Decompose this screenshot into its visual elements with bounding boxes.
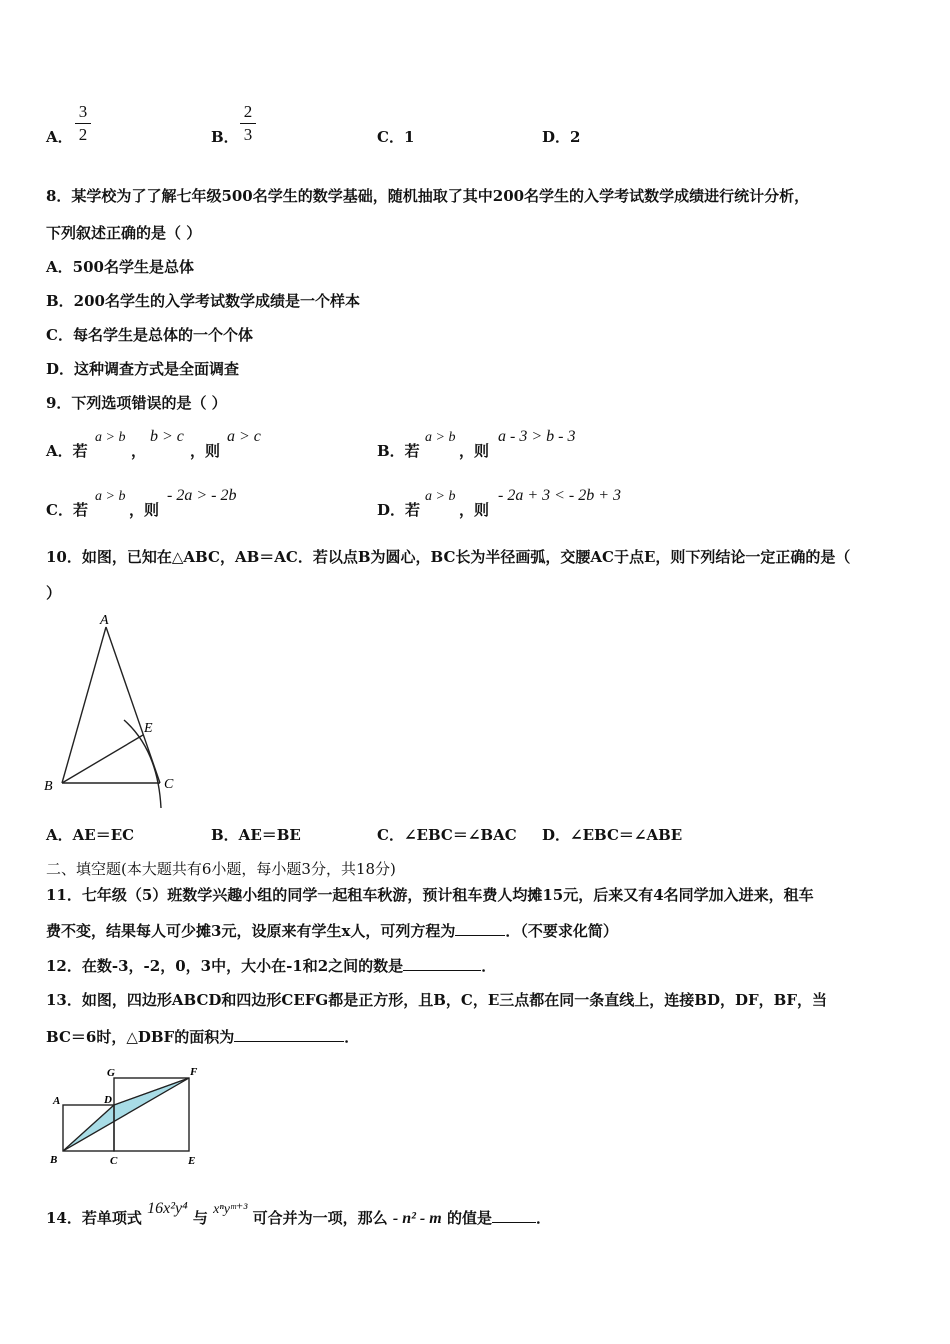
q10-stem-line1: 10．如图，已知在△ABC，AB＝AC．若以点B为圆心，BC长为半径画弧，交腰AC于点E，则下列结论一定正确的是（ <box>46 548 851 566</box>
label-c: C <box>110 1155 118 1167</box>
q14-answer-blank[interactable] <box>492 1208 536 1223</box>
q10-triangle-figure <box>40 610 190 810</box>
q9-option-a-sep: ， <box>131 442 147 460</box>
segment-ab <box>62 627 106 783</box>
q7-option-b-fraction <box>240 101 256 146</box>
section-2-heading: 二、填空题(本大题共有6小题，每小题3分，共18分) <box>46 860 396 878</box>
q13-squares-figure <box>46 1063 206 1173</box>
q12-answer-blank[interactable] <box>403 956 481 971</box>
q9-option-d-cond: a > b <box>425 489 456 504</box>
segment-df <box>114 1078 189 1105</box>
q10-option-b: B．AE＝BE <box>211 826 301 844</box>
q9-option-a-cond1: a > b <box>95 430 126 445</box>
q14-prefix: 14．若单项式 <box>46 1209 142 1227</box>
label-g: G <box>107 1067 115 1079</box>
q8-stem-line2: 下列叙述正确的是（ ） <box>46 224 202 242</box>
q7-option-b-label: B． <box>211 128 239 146</box>
q14-expression: - n² - m <box>392 1210 442 1227</box>
q9-option-c-result: - 2a > - 2b <box>167 487 237 504</box>
q9-option-b-result: a - 3 > b - 3 <box>498 428 576 445</box>
q11-text-b: ．（不要求化简） <box>505 922 618 940</box>
q9-option-c-cond: a > b <box>95 489 126 504</box>
label-b: B <box>50 1154 58 1166</box>
q9-option-d-then: ，则 <box>459 501 490 519</box>
label-d: D <box>104 1094 112 1106</box>
q11-stem-line1: 11．七年级（5）班数学兴趣小组的同学一起租车秋游，预计租车费人均摊15元，后来又有4名同学加入进来，租车 <box>46 886 814 904</box>
q8-option-c: C．每名学生是总体的一个个体 <box>46 326 253 344</box>
q14-end: ． <box>535 1209 551 1227</box>
q9-option-d-result: - 2a + 3 < - 2b + 3 <box>498 487 622 504</box>
q9-option-a-label: A．若 <box>46 442 88 460</box>
q8-option-a: A．500名学生是总体 <box>46 258 194 276</box>
q8-option-d: D．这种调查方式是全面调查 <box>46 360 240 378</box>
label-b: B <box>44 779 53 794</box>
q10-option-a: A．AE＝EC <box>46 826 135 844</box>
q8-stem-line1: 8．某学校为了了解七年级500名学生的数学基础，随机抽取了其中200名学生的入学考试数学成绩进行统计分析， <box>46 187 810 205</box>
q14-suffix-b: 的值是 <box>446 1209 492 1227</box>
q14-mid: 与 <box>192 1209 208 1227</box>
q7-option-d: D．2 <box>542 128 581 146</box>
fraction-numerator: 2 <box>240 101 256 124</box>
q13-stem-line2 <box>46 1027 359 1047</box>
q7-option-a-fraction <box>75 101 91 146</box>
q11-stem-line2 <box>46 921 618 941</box>
q13-text-a: BC＝6时，△DBF的面积为 <box>46 1028 235 1046</box>
q10-option-d: D．∠EBC＝∠ABE <box>542 826 683 844</box>
q14-suffix-a: 可合并为一项，那么 <box>252 1209 388 1227</box>
q9-option-a-then: ，则 <box>190 442 221 460</box>
label-e: E <box>144 721 153 736</box>
fraction-denominator: 3 <box>243 125 253 144</box>
q9-option-a-cond2: b > c <box>150 428 184 445</box>
q14-monomial-2: xⁿyᵐ⁺³ <box>213 1202 248 1217</box>
label-a: A <box>53 1095 61 1107</box>
fraction-numerator: 3 <box>75 101 91 124</box>
q9-option-c-then: ，则 <box>129 501 160 519</box>
q12-text: 12．在数-3，-2，0，3中，大小在-1和2之间的数是 <box>46 957 404 975</box>
q7-option-a-label: A． <box>46 128 73 146</box>
q14-stem <box>46 1200 551 1230</box>
q10-stem-line2: ） <box>46 584 62 602</box>
fraction-denominator: 2 <box>78 125 88 144</box>
q8-option-b: B．200名学生的入学考试数学成绩是一个样本 <box>46 292 360 310</box>
q9-option-b-label: B．若 <box>377 442 420 460</box>
q9-option-c-label: C．若 <box>46 501 88 519</box>
q9-option-b-then: ，则 <box>459 442 490 460</box>
q13-answer-blank[interactable] <box>234 1027 344 1042</box>
q11-text-a: 费不变，结果每人可少摊3元，设原来有学生x人，可列方程为 <box>46 922 456 940</box>
q10-option-c: C．∠EBC＝∠BAC <box>377 826 517 844</box>
q12-end: ． <box>481 957 497 975</box>
q9-option-d-label: D．若 <box>377 501 421 519</box>
segment-bf <box>63 1078 189 1151</box>
q7-option-c: C．1 <box>377 128 415 146</box>
q14-monomial-1: 16x²y⁴ <box>147 1200 188 1217</box>
q9-option-b-cond: a > b <box>425 430 456 445</box>
label-a: A <box>100 613 109 628</box>
label-f: F <box>190 1066 198 1078</box>
q12-stem <box>46 956 496 976</box>
segment-bd <box>63 1105 114 1151</box>
label-e: E <box>188 1155 196 1167</box>
q13-stem-line1: 13．如图，四边形ABCD和四边形CEFG都是正方形，且B，C，E三点都在同一条直线上，连接BD，DF，BF，当 <box>46 991 827 1009</box>
q13-text-b: ． <box>344 1028 360 1046</box>
q11-answer-blank[interactable] <box>455 921 505 936</box>
q9-stem: 9．下列选项错误的是（ ） <box>46 394 227 412</box>
label-c: C <box>164 777 174 792</box>
q9-option-a-result: a > c <box>227 428 261 445</box>
